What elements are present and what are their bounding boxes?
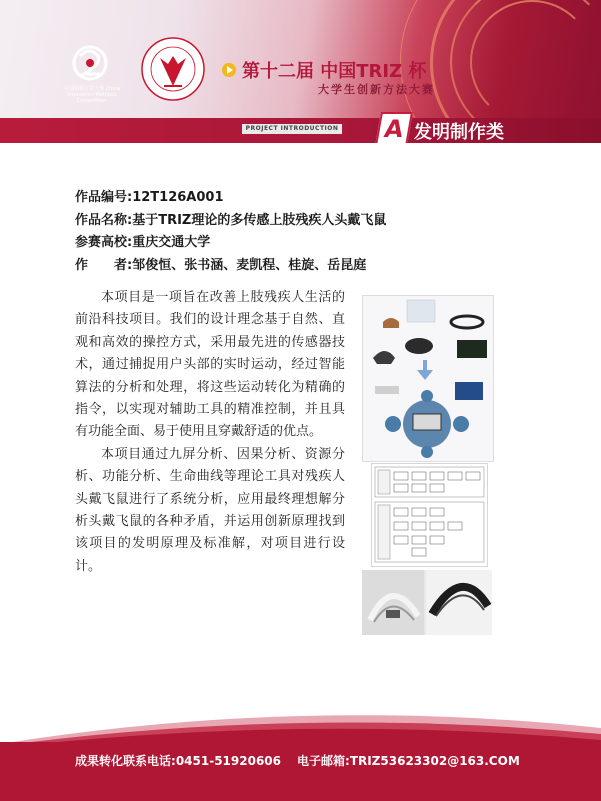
paragraph-2: 本项目通过九屏分析、因果分析、资源分析、功能分析、生命曲线等理论工具对残疾人头戴飞鼠进行了系统分析，应用最终理想解分析头戴飞鼠的各种矛盾，并运用创新原理找到该项目的发明原理及标准解，对项目进行设计。 bbox=[75, 446, 345, 574]
footer-bar bbox=[0, 742, 601, 801]
category-label: 发明制作类 bbox=[414, 122, 504, 143]
school: 重庆交通大学 bbox=[132, 235, 211, 250]
triz-cup-logo-icon bbox=[140, 36, 206, 102]
category-letter: A bbox=[375, 112, 413, 143]
school-row bbox=[75, 232, 386, 255]
paragraph-1: 本项目是一项旨在改善上肢残疾人生活的前沿科技项目。我们的设计理念基于自然、直观和高效的操控方式，采用最先进的传感器技术，通过捕捉用户头部的实时运动，经过智能算法的分析和处理，将这些运动转化为精确的指令，以实现对辅助工具的精准控制，并且具有功能全面、易于使用且穿戴舒适的优点。 bbox=[75, 290, 345, 440]
project-description bbox=[75, 287, 345, 578]
phone-number: 0451-51920606 bbox=[175, 754, 281, 768]
cimc-logo-icon bbox=[72, 44, 108, 82]
contact-line bbox=[75, 752, 520, 769]
email-label: 电子邮箱: bbox=[297, 754, 350, 768]
title-sub: 大学生创新方法大赛 bbox=[318, 83, 435, 96]
project-meta bbox=[75, 187, 386, 277]
authors: 邹俊恒、张书涵、麦凯程、桂旋、岳昆庭 bbox=[132, 257, 367, 273]
analysis-flowchart-image bbox=[371, 463, 488, 567]
work-number: 12T126A001 bbox=[132, 190, 224, 205]
work-name-row bbox=[75, 210, 386, 233]
cimc-logo-text: 中国创新方法大赛 China Innovation Methods Competition bbox=[64, 86, 120, 104]
work-name: 基于TRIZ理论的多传感上肢残疾人头戴飞鼠 bbox=[132, 212, 387, 228]
system-concept-image bbox=[362, 295, 494, 462]
work-number-row bbox=[75, 187, 386, 210]
school-label: 参赛高校: bbox=[75, 235, 133, 250]
email-address: TRIZ53623302@163.COM bbox=[349, 754, 520, 768]
header-banner bbox=[0, 0, 601, 143]
title-main: 第十二届 中国TRIZ 杯 bbox=[242, 61, 427, 82]
authors-label: 作 者: bbox=[75, 257, 133, 273]
authors-row bbox=[75, 255, 386, 278]
project-intro-tag: PROJECT INTRODUCTION bbox=[242, 124, 342, 134]
product-photo-image bbox=[362, 570, 492, 635]
play-icon bbox=[222, 63, 236, 77]
work-name-label: 作品名称: bbox=[75, 212, 133, 228]
work-number-label: 作品编号: bbox=[75, 190, 133, 205]
phone-label: 成果转化联系电话: bbox=[75, 754, 176, 768]
